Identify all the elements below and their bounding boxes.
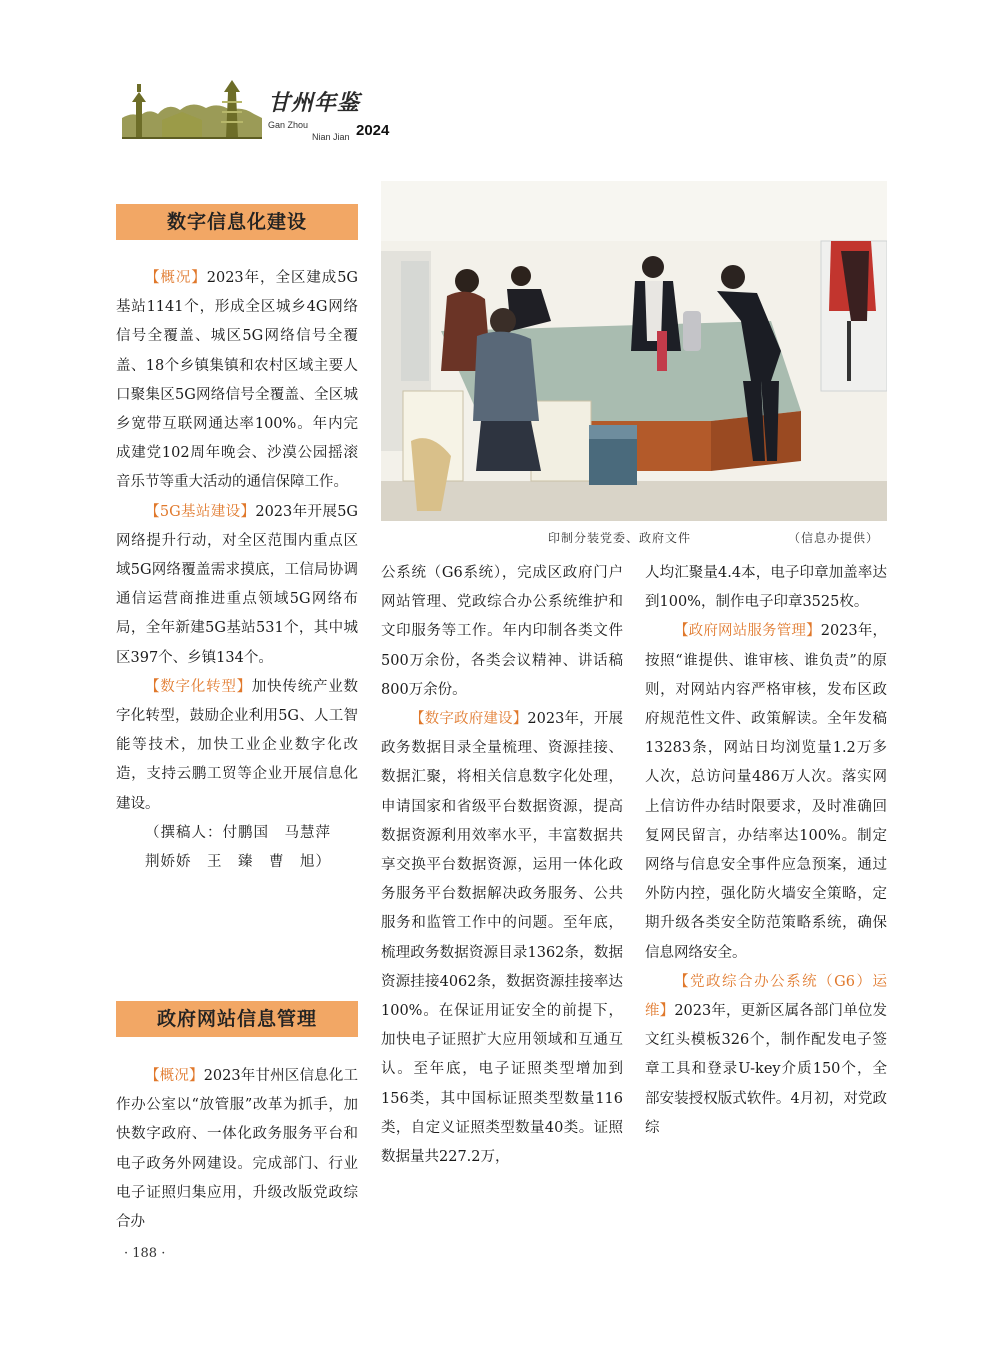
photo-credit: （信息办提供） xyxy=(788,531,880,545)
tag-digital-gov: 【数字政府建设】 xyxy=(410,711,528,728)
tag-gov-overview: 【概况】 xyxy=(145,1068,204,1084)
tag-overview: 【概况】 xyxy=(145,270,207,286)
author-credit-1: （撰稿人：付鹏国 马慧萍 xyxy=(145,824,331,841)
paragraph-continued-g6: 公系统（G6系统），完成区政府门户网站管理、党政综合办公系统维护和文印服务等工作。年内印制各类文件500万余份，各类会议精神、讲话稿800万余份。 xyxy=(381,565,623,698)
photo-caption: 印制分装党委、政府文件 xyxy=(548,531,692,545)
tag-5g-stations: 【5G基站建设】 xyxy=(145,503,256,520)
paragraph-digital-transform: 【数字化转型】加快传统产业数字化转型，鼓励企业利用5G、人工智能等技术，加快工业企业数字化改造，支持云鹏工贸等企业开展信息化建设。 xyxy=(116,678,359,812)
paragraph-5g-stations: 【5G基站建设】2023年开展5G网络提升行动，对全区范围内重点区域5G网络覆盖需求摸底，工信局协调通信运营商推进重点领域5G网络布局，全年新建5G基站531个，其中城区397个、乡镇134个。 xyxy=(116,503,358,666)
yearbook-header xyxy=(122,72,422,142)
paragraph-website-service: 【政府网站服务管理】2023年，按照“谁提供、谁审核、谁负责”的原则，对网站内容严格审核，发布区政府规范性文件、政策解读。全年发稿13283条，网站日均浏览量1.2万多人次，总访问量486万人次。落实网上信访件办结时限要求，及时准确回复网民留言，办结率达100%。制定网络与信息安全事件应急预案，通过外防内控，强化防火墙安全策略，定期升级各类安全防范策略系统，确保信息网络安全。 xyxy=(645,623,888,961)
column-1-lower xyxy=(116,1062,358,1237)
tag-website-service: 【政府网站服务管理】 xyxy=(674,623,821,640)
section-heading-digital-info: 数字信息化建设 xyxy=(116,204,358,240)
yearbook-subtitle-1: Gan Zhou xyxy=(268,120,309,130)
paragraph-continued-seal: 人均汇聚量4.4本，电子印章加盖率达到100%，制作电子印章3525枚。 xyxy=(645,565,887,611)
paragraph-gov-overview: 【概况】2023年甘州区信息化工作办公室以“放管服”改革为抓手，加快数字政府、一体化政务服务平台和电子政务外网建设。完成部门、行业电子证照归集应用，升级改版党政综合办 xyxy=(116,1068,358,1231)
paragraph-digital-gov: 【数字政府建设】2023年，开展政务数据目录全量梳理、资源挂接、数据汇聚，将相关信息数字化处理，申请国家和省级平台数据资源，提高数据资源利用效率水平，丰富数据共享交换平台数据资源，运用一体化政务服务平台数据解决政务服务、公共服务和监管工作中的问题。至年底，梳理政务数据资源目录1362条，数据资源挂接4062条，数据资源挂接率达100%。在保证用证安全的前提下，加快电子证照扩大应用领域和互通互认。至年底，电子证照类型增加到156类，其中国标证照类型数量116类，自定义证照类型数量40类。证照数据量共227.2万， xyxy=(381,711,624,1166)
office-photo xyxy=(381,181,887,521)
column-2 xyxy=(381,559,623,1172)
tag-digital-transform: 【数字化转型】 xyxy=(145,678,252,695)
author-credit-2: 荆娇娇 王 臻 曹 旭） xyxy=(145,854,331,871)
pagoda-landscape-logo xyxy=(122,72,262,140)
column-1-upper xyxy=(116,264,358,877)
column-3 xyxy=(645,559,887,1143)
paragraph-g6-maintenance: 【党政综合办公系统（G6）运维】2023年，更新区属各部门单位发文红头模板326个，制作配发电子签章工具和登录U-key介质150个，全部安装授权版式软件。4月初，对党政综 xyxy=(645,973,888,1136)
yearbook-subtitle-2: Nian Jian xyxy=(312,132,350,142)
section-heading-gov-website: 政府网站信息管理 xyxy=(116,1001,358,1037)
tag-g6-maintenance: 【党政综合办公系统（G6）运维】 xyxy=(645,973,887,1020)
paragraph-overview: 【概况】2023年，全区建成5G基站1141个，形成全区城乡4G网络信号全覆盖、城区5G网络信号全覆盖、18个乡镇集镇和农村区域主要人口聚集区5G网络信号全覆盖、全区城乡宽带互联网通达率100%。年内完成建党102周年晚会、沙漠公园摇滚音乐节等重大活动的通信保障工作。 xyxy=(116,270,359,491)
office-scene-illustration xyxy=(381,181,887,521)
yearbook-title: 甘州年鉴 xyxy=(268,90,361,116)
yearbook-year: 2024 xyxy=(356,122,390,139)
page-number: · 188 · xyxy=(124,1246,166,1261)
